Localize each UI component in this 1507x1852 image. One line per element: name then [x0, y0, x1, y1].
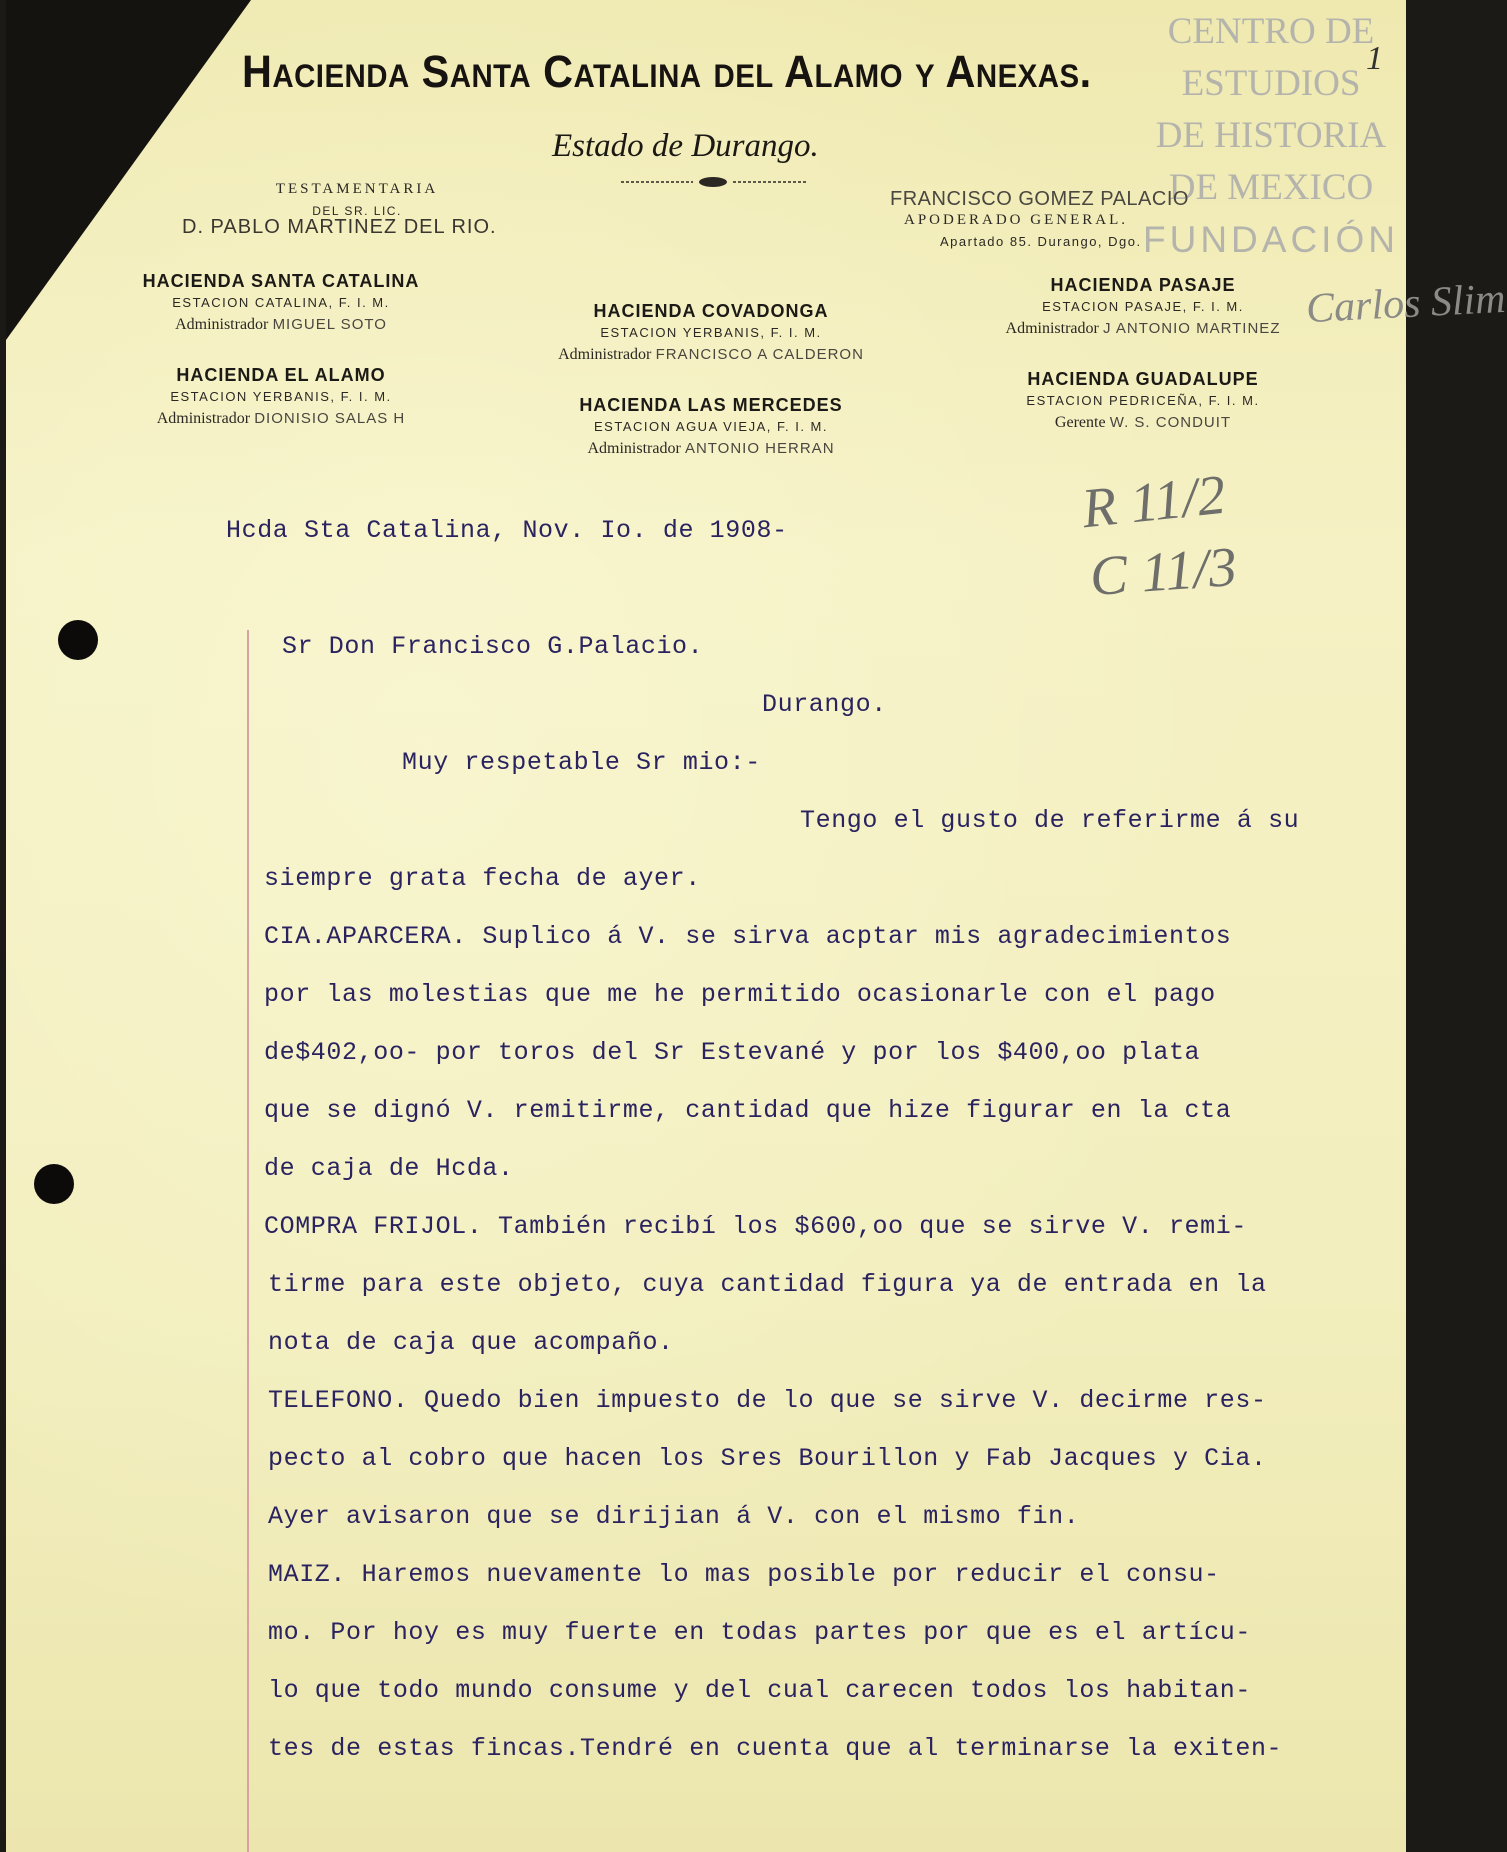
body-line: TELEFONO. Quedo bien impuesto de lo que se sirve V. decirme res-	[268, 1386, 1267, 1415]
letterhead-title: Hacienda Santa Catalina del Alamo y Anexas.	[242, 46, 1092, 97]
body-line: pecto al cobro que hacen los Sres Bourillon y Fab Jacques y Cia.	[268, 1444, 1267, 1473]
body-line: mo. Por hoy es muy fuerte en todas partes por que es el artícu-	[268, 1618, 1251, 1647]
body-line: siempre grata fecha de ayer.	[264, 864, 701, 893]
body-line: Tengo el gusto de referirme á su	[800, 806, 1300, 835]
body-line: lo que todo mundo consume y del cual carecen todos los habitan-	[268, 1676, 1251, 1705]
letterhead-state: Estado de Durango.	[552, 128, 819, 164]
page-number: 1	[1366, 40, 1383, 77]
manager-address: Apartado 85. Durango, Dgo.	[940, 234, 1142, 249]
executor-sublabel: DEL SR. LIC.	[312, 204, 402, 218]
letter-page	[6, 0, 1507, 1852]
punch-hole-bottom	[34, 1164, 74, 1204]
hacienda-block-pasaje: HACIENDA PASAJE ESTACION PASAJE, F. I. M. Administrador J ANTONIO MARTINEZ	[1005, 275, 1281, 337]
pencil-note-2: C 11/3	[1088, 535, 1239, 609]
ornament-divider	[621, 176, 806, 188]
body-line: de$402,oo- por toros del Sr Estevané y por los $400,oo plata	[264, 1038, 1201, 1067]
hacienda-block-santa-catalina: HACIENDA SANTA CATALINA ESTACION CATALINA, F. I. M. Administrador MIGUEL SOTO	[142, 271, 420, 333]
punch-hole-top	[58, 620, 98, 660]
letter-addressee: Sr Don Francisco G.Palacio.	[282, 632, 704, 661]
body-line: Ayer avisaron que se dirijian á V. con el mismo fin.	[268, 1502, 1080, 1531]
body-line: MAIZ. Haremos nuevamente lo mas posible por reducir el consu-	[268, 1560, 1220, 1589]
body-line: de caja de Hcda.	[264, 1154, 514, 1183]
hacienda-block-el-alamo: HACIENDA EL ALAMO ESTACION YERBANIS, F. I. M. Administrador DIONISIO SALAS H	[156, 365, 406, 427]
pencil-note-1: R 11/2	[1079, 463, 1229, 541]
letter-date: Hcda Sta Catalina, Nov. Io. de 1908-	[226, 516, 788, 545]
body-line: CIA.APARCERA. Suplico á V. se sirva acptar mis agradecimientos	[264, 922, 1232, 951]
body-line: que se dignó V. remitirme, cantidad que hize figurar en la cta	[264, 1096, 1232, 1125]
body-line: tes de estas fincas.Tendré en cuenta que al terminarse la exiten-	[268, 1734, 1283, 1763]
executor-label: TESTAMENTARIA	[275, 181, 439, 197]
executor-name: D. PABLO MARTINEZ DEL RIO.	[182, 216, 497, 238]
body-line: COMPRA FRIJOL. También recibí los $600,oo que se sirve V. remi-	[264, 1212, 1247, 1241]
archive-signature: Carlos Slim	[1304, 275, 1507, 333]
hacienda-block-covadonga: HACIENDA COVADONGA ESTACION YERBANIS, F. I. M. Administrador FRANCISCO A CALDERON	[558, 301, 864, 363]
hacienda-block-las-mercedes: HACIENDA LAS MERCEDES ESTACION AGUA VIEJA, F. I. M. Administrador ANTONIO HERRAN	[579, 395, 843, 457]
body-line: nota de caja que acompaño.	[268, 1328, 674, 1357]
body-line: por las molestias que me he permitido ocasionarle con el pago	[264, 980, 1216, 1009]
letter-city: Durango.	[762, 690, 887, 719]
letter-salutation: Muy respetable Sr mio:-	[402, 748, 761, 777]
manager-name: FRANCISCO GOMEZ PALACIO	[890, 188, 1189, 210]
manager-title: APODERADO GENERAL.	[904, 212, 1128, 228]
archive-watermark: CENTRO DE ESTUDIOS DE HISTORIA DE MEXICO FUNDACIÓN	[1143, 11, 1399, 260]
margin-rule	[247, 630, 249, 1852]
body-line: tirme para este objeto, cuya cantidad figura ya de entrada en la	[268, 1270, 1267, 1299]
hacienda-block-guadalupe: HACIENDA GUADALUPE ESTACION PEDRICEÑA, F. I. M. Gerente W. S. CONDUIT	[1026, 369, 1260, 431]
